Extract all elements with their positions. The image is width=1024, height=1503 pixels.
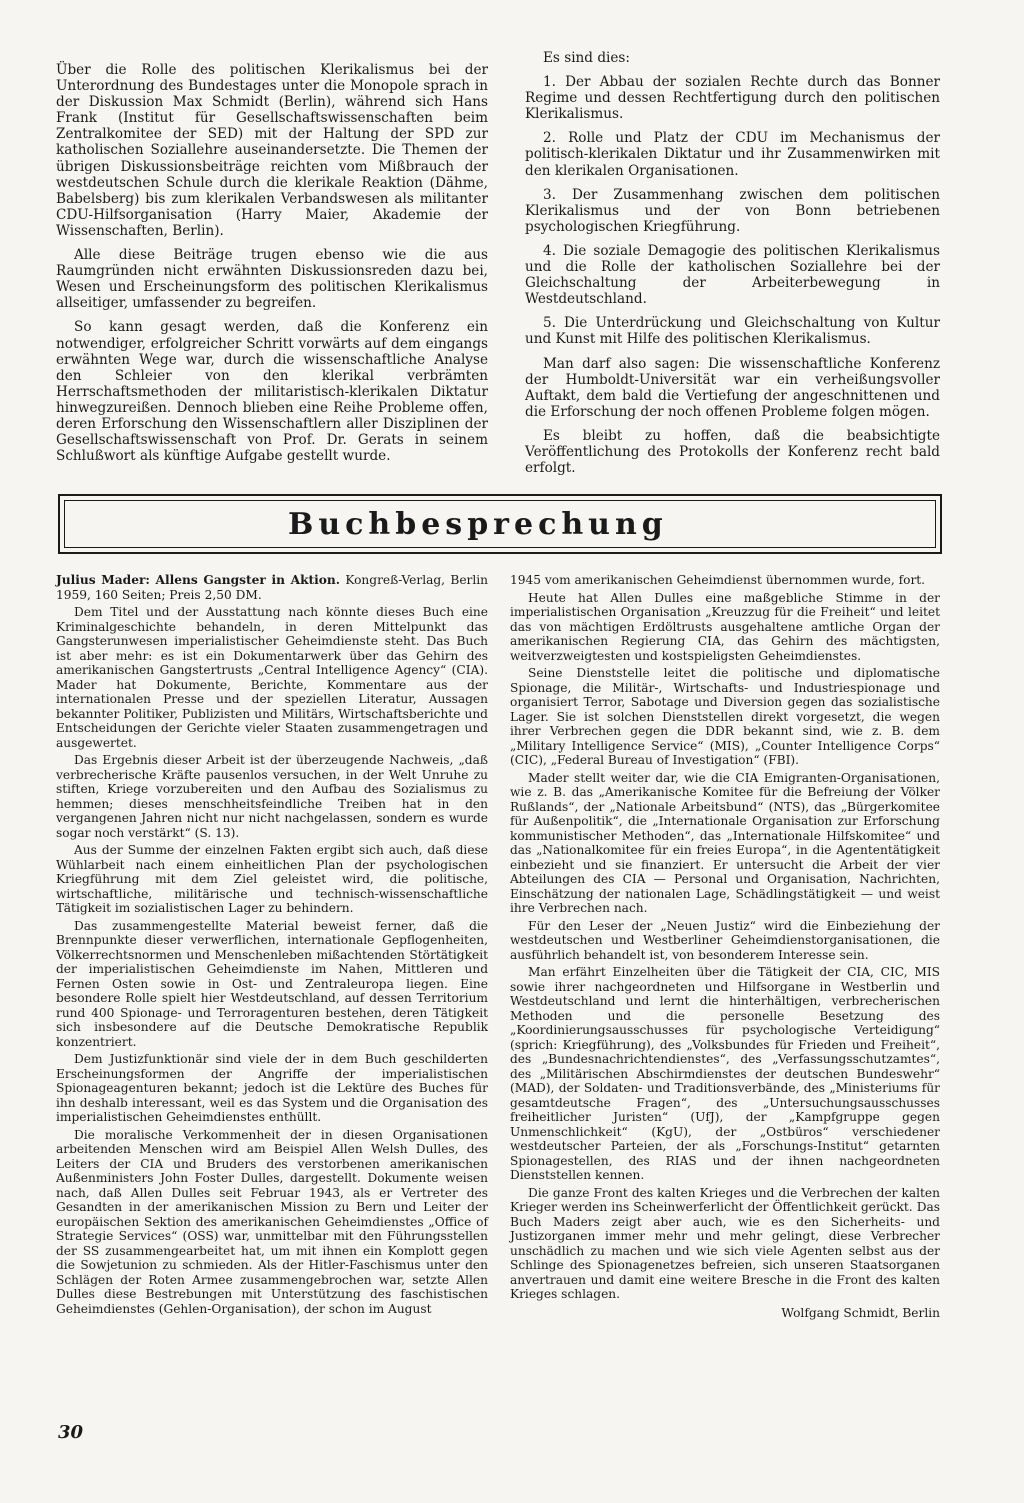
paragraph: Es bleibt zu hoffen, daß die beabsichtigte Veröffentlichung des Protokolls der Konferenz recht bald erfolgt. bbox=[525, 427, 940, 477]
section-heading: Buchbesprechung bbox=[288, 506, 668, 542]
section-heading-box bbox=[58, 494, 942, 554]
list-item: 5. Die Unterdrückung und Gleichschaltung von Kultur und Kunst mit Hilfe des politischen Klerikalismus. bbox=[525, 315, 940, 348]
paragraph: Man erfährt Einzelheiten über die Tätigkeit der CIA, CIC, MIS sowie ihrer nachgeordneten und Hilfsorgane in Westberlin und Westdeutschland und lernt die hinterhältigen, verbrecherischen Methoden und die personelle Besetzung des „Koordinierungsausschusses für psychologische Verteidigung“ (sprich: Kriegführung), des „Volksbundes für Frieden und Freiheit“, des „Bundesnachrichtendienstes“, des „Verfassungsschutzamtes“, des „Militärischen Abschirmdienstes der deutschen Bundeswehr“ (MAD), der Soldaten- und Traditionsverbände, des „Ministeriums für gesamtdeutsche Fragen“, des „Untersuchungsausschusses freiheitlicher Juristen“ (UfJ), der „Kampfgruppe gegen Unmenschlichkeit“ (KgU), der „Ostbüros“ verschiedener westdeutscher Parteien, der als „Forschungs-Institut“ getarnten Spionagestellen, des RIAS und der ihnen nachgeordneten Dienststellen kennen. bbox=[510, 965, 940, 1182]
paragraph: Man darf also sagen: Die wissenschaftliche Konferenz der Humboldt-Universität war ein verheißungsvoller Auftakt, dem bald die Vertiefung der angeschnittenen und die Erforschung der noch offenen Probleme folgen mögen. bbox=[525, 355, 940, 420]
paragraph: Über die Rolle des politischen Klerikalismus bei der Unterordnung des Bundestages unter die Monopole sprach in der Diskussion Max Schmidt (Berlin), während sich Hans Frank (Institut für Gesellschaftswissenschaften beim Zentralkomitee der SED) mit der Haltung der SPD zur katholischen Soziallehre auseinandersetzte. Die Themen der übrigen Diskussionsbeiträge reichten vom Mißbrauch der westdeutschen Schule durch die klerikale Reaktion (Dähme, Babelsberg) bis zum klerikalen Verbandswesen als militanter CDU-Hilfsorganisation (Harry Maier, Akademie der Wissenschaften, Berlin). bbox=[56, 62, 488, 239]
paragraph: Dem Justizfunktionär sind viele der in dem Buch geschilderten Erscheinungsformen der Angriffe der imperialistischen Spionageagenturen bekannt; jedoch ist die Lektüre des Buches für ihn deshalb interessant, weil es das System und die Organisation des imperialistischen Geheimdienstes enthüllt. bbox=[56, 1052, 488, 1124]
review-right-column bbox=[510, 573, 940, 1323]
top-right-column bbox=[525, 50, 940, 484]
paragraph: Mader stellt weiter dar, wie die CIA Emigranten-Organisationen, wie z. B. das „Amerikanische Komitee für die Befreiung der Völker Rußlands“, der „Nationale Arbeitsbund“ (NTS), das „Bürgerkomitee für Außenpolitik“, die „Internationale Organisation zur Erforschung kommunistischer Methoden“, das „Internationale Hilfskomitee“ und das „Nationalkomitee für ein freies Europa“, in die Agententätigkeit einbezieht und sie finanziert. Er untersucht die Arbeit der vier Abteilungen des CIA — Personal und Organisation, Nachrichten, Einschätzung der nationalen Lage, Schädlingstätigkeit — und weist ihre Verbrechen nach. bbox=[510, 770, 940, 915]
list-intro: Es sind dies: bbox=[543, 50, 630, 66]
paragraph: Das Ergebnis dieser Arbeit ist der überzeugende Nachweis, „daß verbrecherische Kräfte pausenlos versuchen, in der Welt Unruhe zu stiften, Kriege vorzubereiten und den Aufbau des Sozialismus zu hemmen; dieses menschheitsfeindliche Treiben hat in den vergangenen Jahren nicht nur nicht nachgelassen, sondern es wurde sogar noch verstärkt“ (S. 13). bbox=[56, 753, 488, 840]
paragraph: Heute hat Allen Dulles eine maßgebliche Stimme in der imperialistischen Organisation „Kreuzzug für die Freiheit“ und leitet das von mächtigen Erdöltrusts ausgehaltene amtliche Organ der amerikanischen Regierung CIA, das Gehirn des mächtigsten, weitverzweigtesten und kostspieligsten Geheimdienstes. bbox=[510, 590, 940, 663]
paragraph: 1945 vom amerikanischen Geheimdienst übernommen wurde, fort. bbox=[510, 573, 926, 587]
paragraph: Die ganze Front des kalten Krieges und die Verbrechen der kalten Krieger werden ins Scheinwerferlicht der Öffentlichkeit gerückt. Das Buch Maders zeigt aber auch, wie es den Sicherheits- und Justizorganen immer mehr und mehr gelingt, diese Verbrecher unschädlich zu machen und wie sich viele Agenten selbst aus der Schlinge des Spionagenetzes befreien, sich unseren Staatsorganen anvertrauen und damit eine weitere Bresche in die Front des kalten Krieges schlagen. bbox=[510, 1185, 940, 1301]
paragraph: Das zusammengestellte Material beweist ferner, daß die Brennpunkte dieser verwerflichen, internationale Gepflogenheiten, Völkerrechtsnormen und Menschenleben mißachtenden Störtätigkeit der imperialistischen Geheimdienste im Nahen, Mittleren und Fernen Osten sowie in Ost- und Zentraleuropa liegen. Eine besondere Rolle spielt hier Westdeutschland, auf dessen Territorium rund 400 Spionage- und Terroragenturen bestehen, deren Tätigkeit sich insbesondere auf die Deutsche Demokratische Republik konzentriert. bbox=[56, 918, 488, 1049]
list-item: 1. Der Abbau der sozialen Rechte durch das Bonner Regime und dessen Rechtfertigung durch den politischen Klerikalismus. bbox=[525, 74, 940, 123]
paragraph: Dem Titel und der Ausstattung nach könnte dieses Buch eine Kriminalgeschichte behandeln, in deren Mittelpunkt das Gangsterunwesen imperialistischer Geheimdienste steht. Das Buch ist aber mehr: es ist ein Dokumentarwerk über das Gehirn des amerikanischen Gangstertrusts „Central Intelligence Agency“ (CIA). Mader hat Dokumente, Berichte, Kommentare aus der internationalen Presse und der speziellen Literatur, Aussagen bekannter Politiker, Publizisten und Militärs, Wirtschaftsberichte und Entscheidungen der Gerichte vieler Staaten zusammengetragen und ausgewertet. bbox=[56, 605, 488, 750]
top-left-column bbox=[56, 62, 488, 472]
page-number: 30 bbox=[58, 1422, 84, 1443]
list-item: 2. Rolle und Platz der CDU im Mechanismus der politisch-klerikalen Diktatur und ihr Zusammenwirken mit den klerikalen Organisationen. bbox=[525, 130, 940, 179]
paragraph: Für den Leser der „Neuen Justiz“ wird die Einbeziehung der westdeutschen und Westberliner Geheimdienstorganisationen, die ausführlich behandelt ist, von besonderem Interesse sein. bbox=[510, 918, 940, 962]
signature: Wolfgang Schmidt, Berlin bbox=[781, 1305, 940, 1320]
paragraph: So kann gesagt werden, daß die Konferenz ein notwendiger, erfolgreicher Schritt vorwärts auf dem eingangs erwähnten Wege war, durch die wissenschaftliche Analyse den Schleier von den klerikal verbrämten Herrschaftsmethoden der militaristisch-klerikalen Diktatur hinwegzureißen. Dennoch blieben eine Reihe Probleme offen, deren Erforschung den Wissenschaftlern aller Disziplinen der Gesellschaftswissenschaft von Prof. Dr. Gerats in seinem Schlußwort als künftige Aufgabe gestellt wurde. bbox=[56, 319, 488, 465]
paragraph: Aus der Summe der einzelnen Fakten ergibt sich auch, daß diese Wühlarbeit nach einem einheitlichen Plan der psychologischen Kriegführung mit dem Ziel geleistet wird, die politische, wirtschaftliche, militärische und technisch-wissenschaftliche Tätigkeit im sozialistischen Lager zu behindern. bbox=[56, 843, 488, 915]
paragraph: Seine Dienststelle leitet die politische und diplomatische Spionage, die Militär-, Wirtschafts- und Industriespionage und organisiert Terror, Sabotage und Diversion gegen das sozialistische Lager. Sie ist solchen Dienststellen direkt vorgesetzt, die wegen ihrer Verbrechen gegen die DDR bekannt sind, wie z. B. dem „Military Intelligence Service“ (MIS), „Counter Intelligence Corps“ (CIC), „Federal Bureau of Investigation“ (FBI). bbox=[510, 666, 940, 767]
book-title: Julius Mader: Allens Gangster in Aktion. bbox=[56, 573, 341, 587]
paragraph: Alle diese Beiträge trugen ebenso wie die aus Raumgründen nicht erwähnten Diskussionsreden dazu bei, Wesen und Erscheinungsform des politischen Klerikalismus allseitiger, umfassender zu begreifen. bbox=[56, 247, 488, 312]
book-publisher: Kongreß-Verlag, Berlin 1959, 160 Seiten; Preis 2,50 DM. bbox=[56, 573, 489, 602]
list-item: 4. Die soziale Demagogie des politischen Klerikalismus und die Rolle der katholischen Soziallehre bei der Gleichschaltung der Arbeiterbewegung in Westdeutschland. bbox=[525, 242, 940, 308]
review-left-column bbox=[56, 573, 488, 1319]
book-reference bbox=[56, 573, 488, 602]
list-item: 3. Der Zusammenhang zwischen dem politischen Klerikalismus und der von Bonn betriebenen psychologischen Kriegführung. bbox=[525, 186, 940, 235]
paragraph: Die moralische Verkommenheit der in diesen Organisationen arbeitenden Menschen wird am Beispiel Allen Welsh Dulles, des Leiters der CIA und Bruders des verstorbenen amerikanischen Außenministers John Foster Dulles, dargestellt. Dokumente weisen nach, daß Allen Dulles seit Februar 1943, als er Vertreter des Gesandten in der amerikanischen Mission zu Bern und Leiter der europäischen Sektion des amerikanischen Geheimdienstes „Office of Strategie Services“ (OSS) war, unmittelbar mit den Führungsstellen der SS zusammengearbeitet hat, um mit ihnen ein Komplott gegen die Sowjetunion zu schmieden. Als der Hitler-Faschismus unter den Schlägen der Roten Armee zusammengebrochen war, setzte Allen Dulles diese Bestrebungen mit Unterstützung des faschistischen Geheimdienstes (Gehlen-Organisation), der schon im August bbox=[56, 1127, 488, 1316]
